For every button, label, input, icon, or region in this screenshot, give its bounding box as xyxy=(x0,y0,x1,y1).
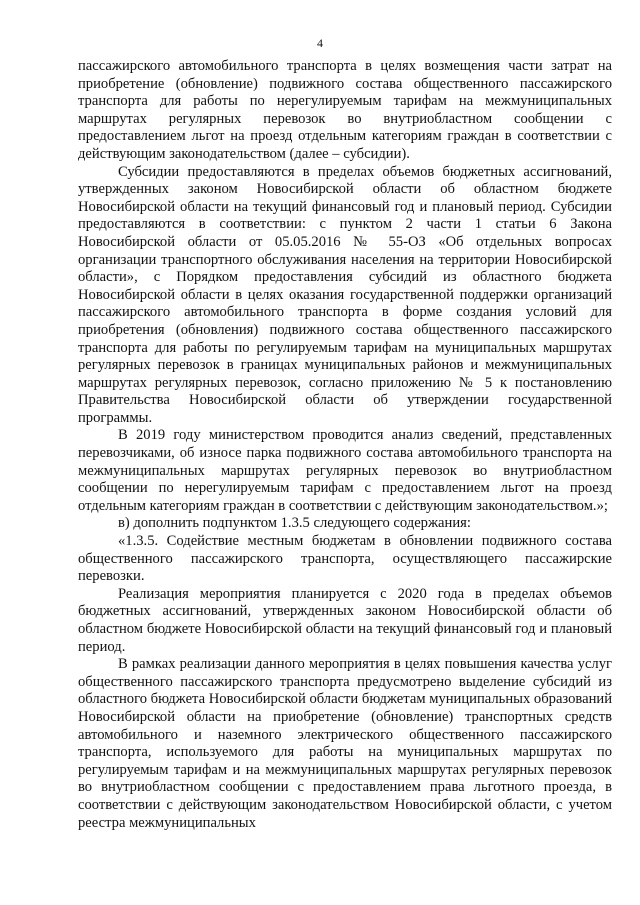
paragraph-subsidy-allocation: В рамках реализации данного мероприятия в целях повышения качества услуг общественного пассажирского транспорта предусмотрено выделение субсидий из областного бюджета Новосибирской области бюджетам муниципальных образований Новосибирской области на приобретение (обновление) транспортных средств автомобильного и наземного электрического общественного пассажирского транспорта, используемого для работы на муниципальных маршрутах по регулируемым тарифам и на межмуниципальных маршрутах регулярных перевозок во внутриобластном сообщении с предоставлением права льготного проезда, в соответствии с действующим законодательством Новосибирской области, с учетом реестра межмуниципальных xyxy=(78,656,612,831)
paragraph-amendment-instruction: в) дополнить подпунктом 1.3.5 следующего содержания: xyxy=(118,515,471,532)
paragraph-subsidy-purpose-continuation: пассажирского автомобильного транспорта в целях возмещения части затрат на приобретение (обновление) подвижного состава общественного пассажирского транспорта для работы по нерегулируемым тарифам на межмуниципальных маршрутах регулярных перевозок во внутриобластном сообщении с предоставлением льгот на проезд отдельным категориям граждан в соответствии с действующим законодательством (далее – субсидии). xyxy=(78,58,612,162)
document-body xyxy=(78,58,612,832)
page-number: 4 xyxy=(317,36,323,50)
paragraph-subsidy-provision: Субсидии предоставляются в пределах объемов бюджетных ассигнований, утвержденных законом Новосибирской области об областном бюджете Новосибирской области на текущий финансовый год и плановый период. Субсидии предоставляются в соответствии: с пунктом 2 части 1 статьи 6 Закона Новосибирской области от 05.05.2016 № 55-ОЗ «Об отдельных вопросах организации транспортного обслуживания населения на территории Новосибирской области», с Порядком предоставления субсидий из областного бюджета Новосибирской области в целях оказания государственной поддержки организаций пассажирского автомобильного транспорта в форме создания условий для приобретения (обновления) подвижного состава общественного пассажирского транспорта для работы по регулируемым тарифам на муниципальных маршрутах регулярных перевозок в границах муниципальных районов и межмуниципальных маршрутах регулярных перевозок, согласно приложению № 5 к постановлению Правительства Новосибирской области об утверждении государственной программы. xyxy=(78,163,612,426)
paragraph-2019-analysis: В 2019 году министерством проводится анализ сведений, представленных перевозчиками, об износе парка подвижного состава автомобильного транспорта на межмуниципальных маршрутах регулярных перевозок во внутриобластном сообщении по нерегулируемым тарифам с предоставлением льгот на проезд отдельным категориям граждан в соответствии с действующим законодательством.»; xyxy=(78,427,612,514)
paragraph-subclause-1-3-5: «1.3.5. Содействие местным бюджетам в обновлении подвижного состава общественного пассажирского транспорта, осуществляющего пассажирские перевозки. xyxy=(78,533,612,585)
paragraph-implementation-2020: Реализация мероприятия планируется с 2020 года в пределах объемов бюджетных ассигнований, утвержденных законом Новосибирской области об областном бюджете Новосибирской области на текущий финансовый год и плановый период. xyxy=(78,585,612,655)
